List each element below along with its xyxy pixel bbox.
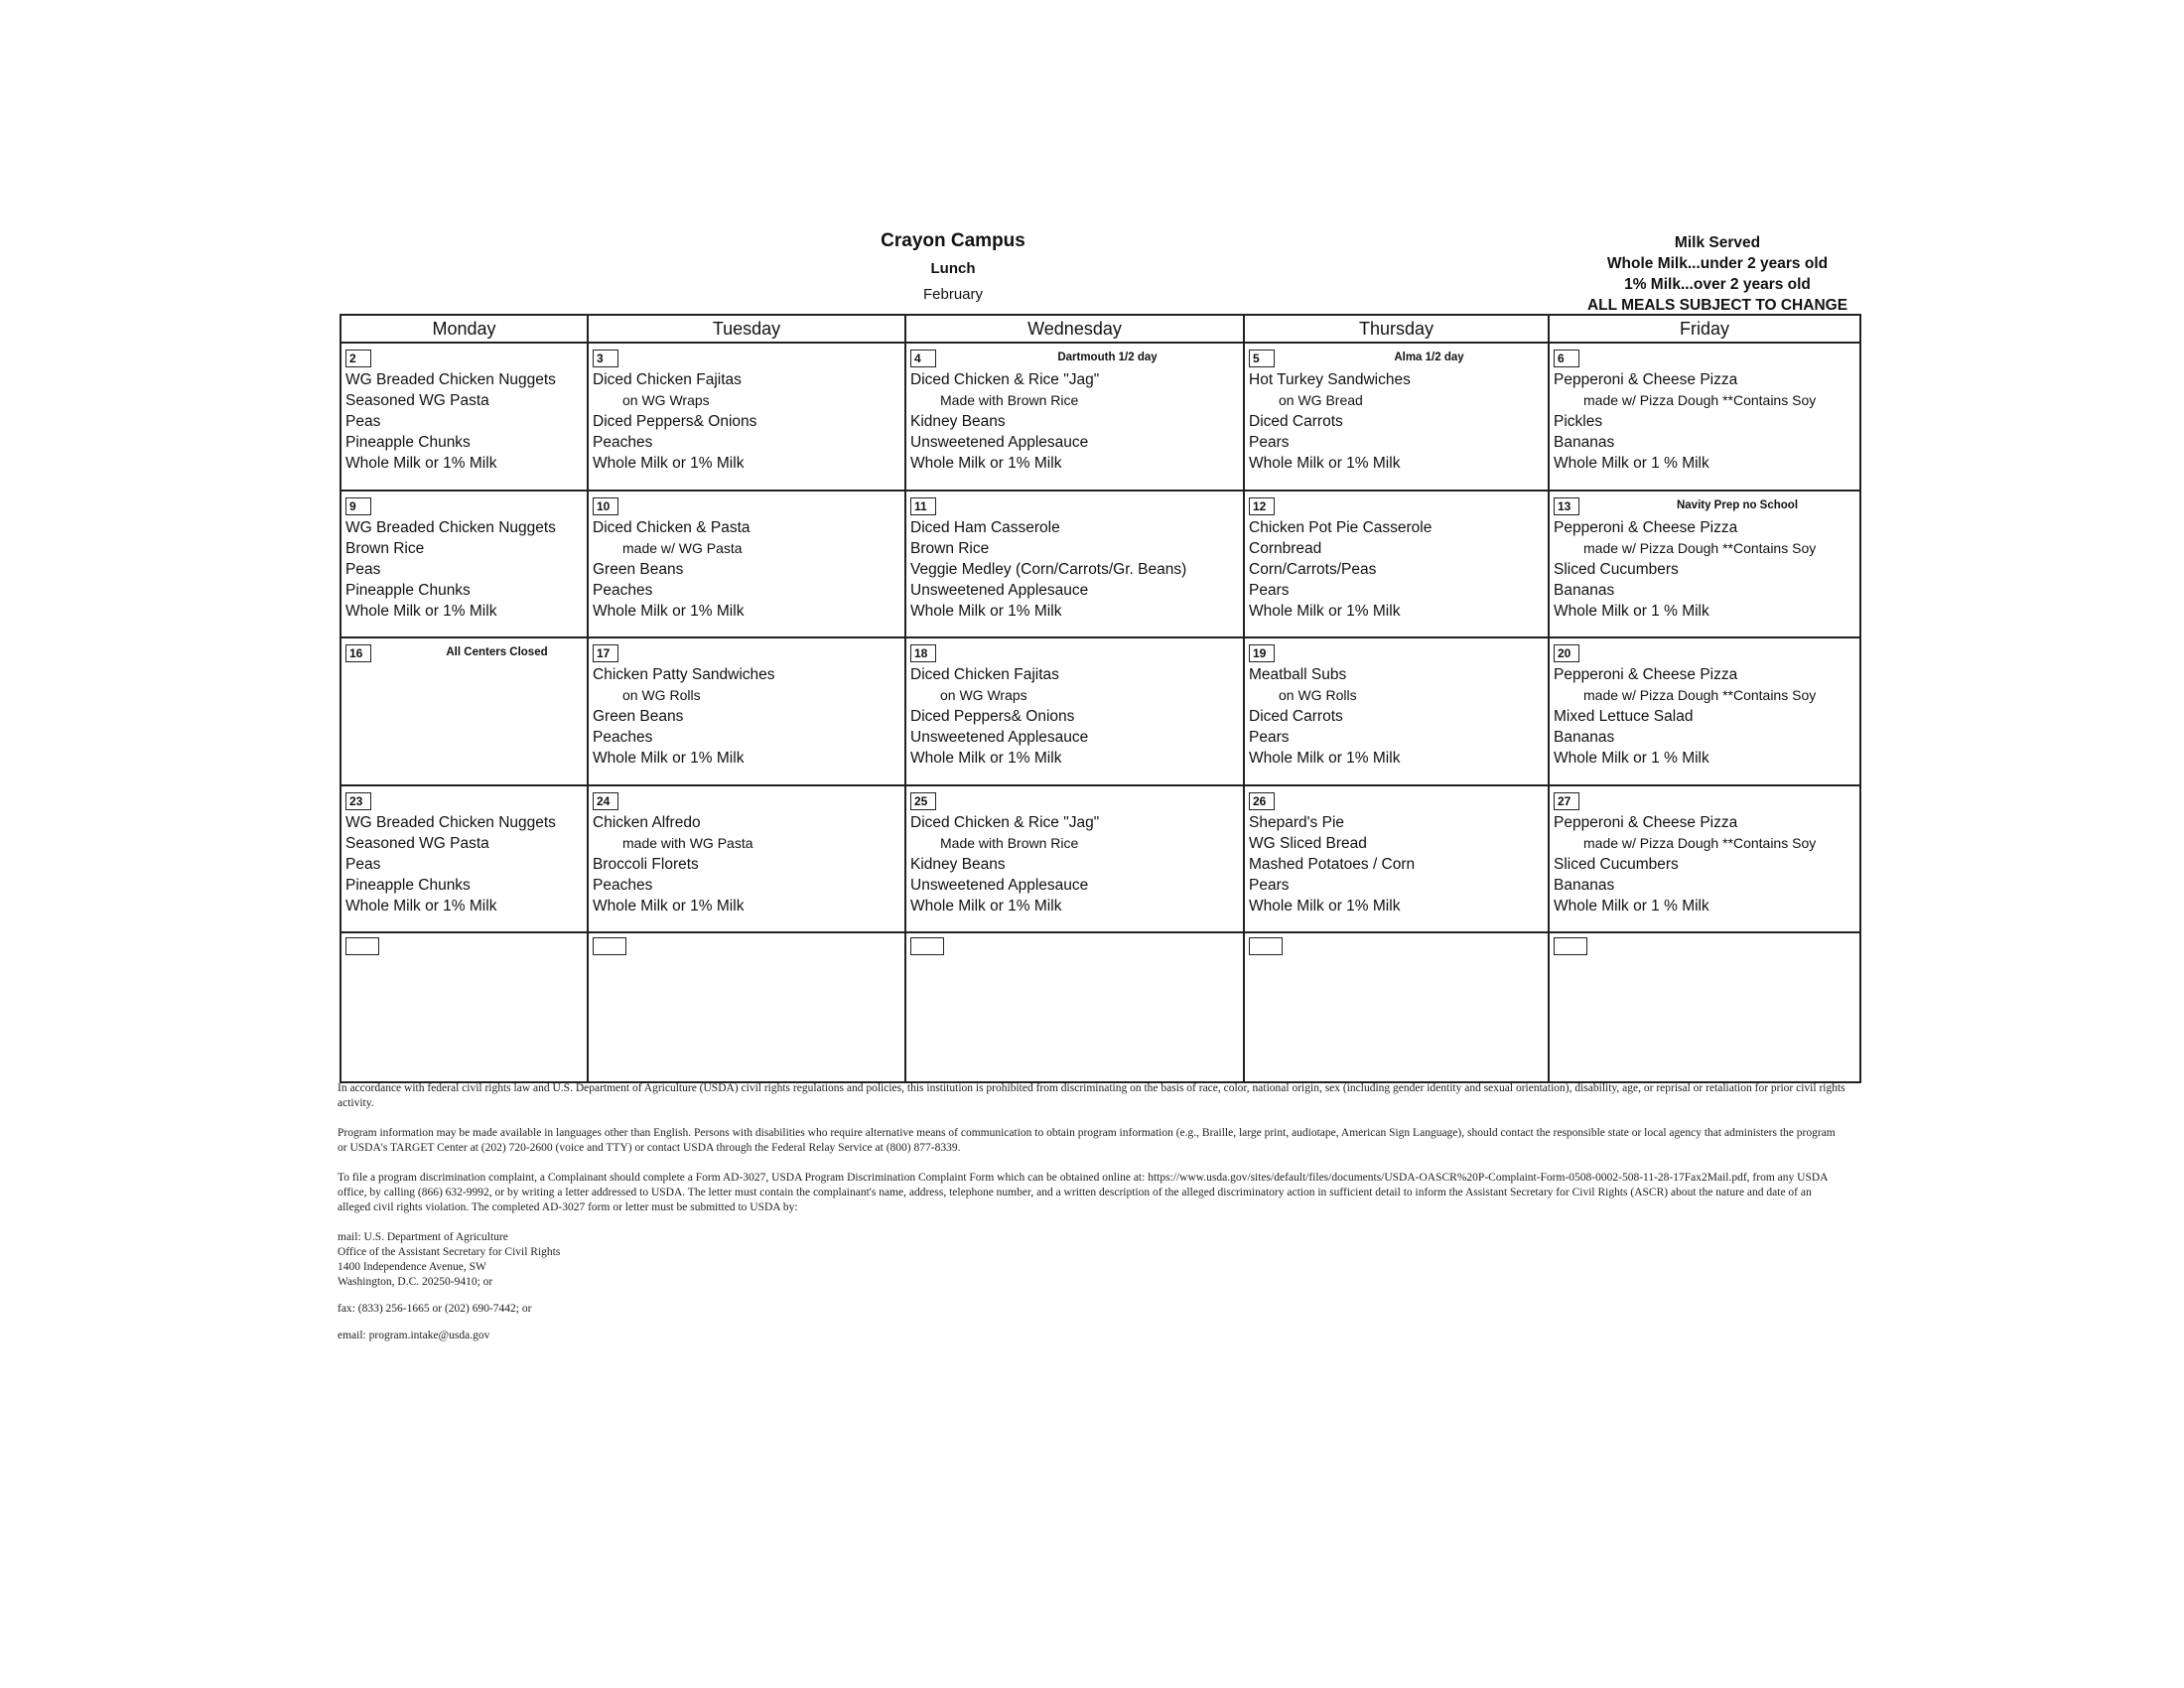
menu-item: Whole Milk or 1% Milk <box>910 455 1062 472</box>
menu-item: Mashed Potatoes / Corn <box>1249 855 1416 873</box>
legal-paragraph: Program information may be made available in languages other than English. Persons with disabilities who require alternative means of communication to obtain program information (e.g., Braille, large print, audiotape, American Sign Language), should contact the responsible state or local agency that administers the program or USDA's TARGET Center at (202) 720-2600 (voice and TTY) or contact USDA through the Federal Relay Service at (800) 877-8339. <box>338 1127 1836 1154</box>
day-cell <box>589 933 906 1081</box>
menu-item: Broccoli Florets <box>593 855 699 873</box>
menu-item: WG Breaded Chicken Nuggets <box>345 813 556 831</box>
day-cell <box>589 492 906 639</box>
menu-item: made w/ WG Pasta <box>622 539 743 556</box>
menu-item: Shepard's Pie <box>1249 813 1345 831</box>
menu-item: Diced Chicken & Rice "Jag" <box>910 813 1100 831</box>
menu-item: Diced Peppers& Onions <box>593 413 757 430</box>
menu-item: Bananas <box>1554 729 1615 747</box>
menu-item: Diced Carrots <box>1249 413 1343 430</box>
milk-note <box>1549 232 1886 316</box>
menu-item: Whole Milk or 1 % Milk <box>1554 455 1709 472</box>
menu-item: Chicken Pot Pie Casserole <box>1249 518 1433 536</box>
menu-item: Pears <box>1249 876 1290 894</box>
menu-item: Chicken Alfredo <box>593 813 701 831</box>
menu-item: made w/ Pizza Dough **Contains Soy <box>1583 539 1817 556</box>
day-cell <box>589 344 906 492</box>
menu-item: Diced Carrots <box>1249 708 1343 726</box>
day-header-friday: Friday <box>1550 316 1859 344</box>
date-number: 11 <box>910 497 936 515</box>
menu-item: Unsweetened Applesauce <box>910 729 1089 747</box>
menu-item: Sliced Cucumbers <box>1554 560 1679 578</box>
date-number: 2 <box>345 350 371 367</box>
day-header-thursday: Thursday <box>1245 316 1550 344</box>
menu-item: Pepperoni & Cheese Pizza <box>1554 371 1738 388</box>
milk-note-line: 1% Milk...over 2 years old <box>1624 276 1811 293</box>
menu-item: Whole Milk or 1% Milk <box>1249 455 1401 472</box>
day-note: Dartmouth 1/2 day <box>1057 352 1158 363</box>
date-number: 26 <box>1249 792 1275 810</box>
date-number: 3 <box>593 350 618 367</box>
menu-item: Whole Milk or 1 % Milk <box>1554 897 1709 914</box>
menu-item: Pears <box>1249 434 1290 451</box>
meal-subtitle: Lunch <box>930 260 976 277</box>
address-line: 1400 Independence Avenue, SW <box>338 1261 486 1273</box>
menu-item: Peas <box>345 413 381 430</box>
menu-item: Whole Milk or 1% Milk <box>910 750 1062 768</box>
date-number: 17 <box>593 644 618 662</box>
day-note: All Centers Closed <box>446 646 548 659</box>
day-cell <box>1245 344 1550 492</box>
day-cell <box>1245 933 1550 1081</box>
fax-line: fax: (833) 256-1665 or (202) 690-7442; or <box>338 1303 532 1315</box>
menu-item: Meatball Subs <box>1249 666 1347 684</box>
day-cell <box>1550 933 1859 1081</box>
date-number: 20 <box>1554 644 1579 662</box>
date-number: 13 <box>1554 497 1579 515</box>
menu-item: Bananas <box>1554 581 1615 599</box>
menu-item: Pears <box>1249 729 1290 747</box>
menu-item: Pears <box>1249 581 1290 599</box>
date-number: 10 <box>593 497 618 515</box>
date-number: 9 <box>345 497 371 515</box>
menu-item: Cornbread <box>1249 539 1322 557</box>
menu-item: Pineapple Chunks <box>345 876 471 894</box>
menu-item: Peaches <box>593 434 653 451</box>
menu-item: Diced Peppers& Onions <box>910 708 1075 726</box>
date-number: 25 <box>910 792 936 810</box>
date-number <box>593 937 626 955</box>
menu-item: WG Breaded Chicken Nuggets <box>345 371 556 388</box>
menu-item: Kidney Beans <box>910 855 1006 873</box>
menu-item: Pickles <box>1554 413 1603 430</box>
menu-item: Chicken Patty Sandwiches <box>593 666 775 684</box>
menu-item: Peaches <box>593 729 653 747</box>
menu-item: Diced Ham Casserole <box>910 518 1060 536</box>
date-number <box>345 937 379 955</box>
menu-item: Seasoned WG Pasta <box>345 392 489 409</box>
menu-item: Bananas <box>1554 876 1615 894</box>
menu-item: Whole Milk or 1% Milk <box>1249 750 1401 768</box>
menu-item: Seasoned WG Pasta <box>345 834 489 852</box>
menu-item: made w/ Pizza Dough **Contains Soy <box>1583 834 1817 851</box>
day-cell <box>341 933 589 1081</box>
menu-item: Hot Turkey Sandwiches <box>1249 371 1411 388</box>
day-header-monday: Monday <box>341 316 589 344</box>
email-line: email: program.intake@usda.gov <box>338 1330 490 1341</box>
menu-item: Pineapple Chunks <box>345 581 471 599</box>
day-cell <box>1550 344 1859 492</box>
menu-item: Peas <box>345 855 381 873</box>
address-line: mail: U.S. Department of Agriculture <box>338 1231 508 1243</box>
menu-item: Brown Rice <box>910 539 990 557</box>
menu-item: on WG Rolls <box>1279 687 1357 704</box>
date-number: 23 <box>345 792 371 810</box>
menu-item: on WG Rolls <box>622 687 701 704</box>
menu-item: Pepperoni & Cheese Pizza <box>1554 666 1738 684</box>
day-cell <box>341 344 589 492</box>
day-cell <box>1550 492 1859 639</box>
milk-note-line: Whole Milk...under 2 years old <box>1606 255 1829 272</box>
menu-item: Whole Milk or 1% Milk <box>345 455 497 472</box>
day-cell <box>1550 786 1859 934</box>
date-number: 5 <box>1249 350 1275 367</box>
month-label: February <box>922 286 984 303</box>
mail-address <box>338 1230 1846 1290</box>
menu-item: Green Beans <box>593 708 684 726</box>
date-number: 4 <box>910 350 936 367</box>
day-note: Alma 1/2 day <box>1394 352 1464 363</box>
menu-item: Pepperoni & Cheese Pizza <box>1554 813 1738 831</box>
address-line: Office of the Assistant Secretary for Civil Rights <box>338 1246 561 1258</box>
menu-item: on WG Wraps <box>622 392 710 408</box>
menu-item: Whole Milk or 1% Milk <box>910 602 1062 620</box>
day-cell <box>906 344 1245 492</box>
menu-item: Sliced Cucumbers <box>1554 855 1679 873</box>
menu-item: WG Sliced Bread <box>1249 834 1367 852</box>
menu-calendar <box>340 314 1861 1083</box>
day-cell <box>341 638 589 786</box>
menu-item: Unsweetened Applesauce <box>910 876 1089 894</box>
date-number: 6 <box>1554 350 1579 367</box>
menu-item: on WG Bread <box>1279 392 1363 408</box>
menu-item: Pineapple Chunks <box>345 434 471 451</box>
menu-item: Whole Milk or 1% Milk <box>1249 602 1401 620</box>
menu-item: Diced Chicken & Pasta <box>593 518 751 536</box>
day-cell <box>906 638 1245 786</box>
day-cell <box>589 786 906 934</box>
menu-item: on WG Wraps <box>940 687 1027 704</box>
menu-item: Whole Milk or 1% Milk <box>593 750 745 768</box>
menu-item: Whole Milk or 1% Milk <box>593 602 745 620</box>
menu-item: Corn/Carrots/Peas <box>1249 560 1377 578</box>
date-number: 24 <box>593 792 618 810</box>
day-cell <box>906 933 1245 1081</box>
date-number <box>1249 937 1283 955</box>
date-number: 18 <box>910 644 936 662</box>
milk-note-line: Milk Served <box>1674 234 1761 251</box>
date-number: 27 <box>1554 792 1579 810</box>
day-cell <box>589 638 906 786</box>
menu-title: Crayon Campus <box>881 230 1025 251</box>
menu-item: Peas <box>345 560 381 578</box>
day-cell <box>1245 786 1550 934</box>
menu-item: Bananas <box>1554 434 1615 451</box>
day-note: Navity Prep no School <box>1676 498 1799 511</box>
menu-item: Whole Milk or 1% Milk <box>593 455 745 472</box>
date-number <box>910 937 944 955</box>
date-number: 16 <box>345 644 371 662</box>
day-header-tuesday: Tuesday <box>589 316 906 344</box>
day-cell <box>1550 638 1859 786</box>
menu-item: Green Beans <box>593 560 684 578</box>
menu-item: Whole Milk or 1% Milk <box>345 602 497 620</box>
address-line: Washington, D.C. 20250-9410; or <box>338 1276 493 1288</box>
menu-item: Whole Milk or 1% Milk <box>1249 897 1401 914</box>
date-number: 12 <box>1249 497 1275 515</box>
day-cell <box>906 786 1245 934</box>
date-number: 19 <box>1249 644 1275 662</box>
menu-item: Unsweetened Applesauce <box>910 434 1089 451</box>
menu-item: made with WG Pasta <box>622 834 753 851</box>
menu-item: made w/ Pizza Dough **Contains Soy <box>1583 687 1817 704</box>
menu-item: Whole Milk or 1% Milk <box>910 897 1062 914</box>
day-cell <box>341 492 589 639</box>
menu-item: Pepperoni & Cheese Pizza <box>1554 518 1738 536</box>
menu-item: Peaches <box>593 581 653 599</box>
menu-item: Kidney Beans <box>910 413 1006 430</box>
menu-item: made w/ Pizza Dough **Contains Soy <box>1583 392 1817 408</box>
menu-item: Peaches <box>593 876 653 894</box>
day-cell <box>341 786 589 934</box>
menu-item: WG Breaded Chicken Nuggets <box>345 518 556 536</box>
menu-item: Made with Brown Rice <box>940 392 1079 408</box>
menu-item: Unsweetened Applesauce <box>910 581 1089 599</box>
legal-paragraph: To file a program discrimination complaint, a Complainant should complete a Form AD-3027, USDA Program Discrimination Complaint Form which can be obtained online at: https://www.usda.gov/sites/default/files/documents/USDA-OASCR%20P-Complaint-Form-0508-0002-508-11-28-17Fax2Mail.pdf, from any USDA office, by calling (866) 632-9992, or by writing a letter addressed to USDA. The letter must contain the complainant's name, address, telephone number, and a written description of the alleged discriminatory action in sufficient detail to inform the Assistant Secretary for Civil Rights (ASCR) about the nature and date of an alleged civil rights violation. The completed AD-3027 form or letter must be submitted to USDA by: <box>338 1172 1828 1213</box>
day-header-wednesday: Wednesday <box>906 316 1245 344</box>
date-number <box>1554 937 1587 955</box>
menu-item: Diced Chicken & Rice "Jag" <box>910 371 1100 388</box>
legal-paragraph: In accordance with federal civil rights law and U.S. Department of Agriculture (USDA) civil rights regulations and policies, this institution is prohibited from discriminating on the basis of race, color, national origin, sex (including gender identity and sexual orientation), disability, age, or reprisal or retaliation for prior civil rights activity. <box>338 1082 1845 1109</box>
menu-item: Veggie Medley (Corn/Carrots/Gr. Beans) <box>910 560 1187 578</box>
menu-item: Whole Milk or 1% Milk <box>345 897 497 914</box>
day-cell <box>1245 638 1550 786</box>
menu-item: Whole Milk or 1% Milk <box>593 897 745 914</box>
menu-item: Diced Chicken Fajitas <box>593 371 742 388</box>
nondiscrimination-statement <box>338 1081 1846 1355</box>
menu-item: Whole Milk or 1 % Milk <box>1554 602 1709 620</box>
day-cell <box>1245 492 1550 639</box>
menu-item: Brown Rice <box>345 539 425 557</box>
menu-item: Made with Brown Rice <box>940 834 1079 851</box>
menu-item: Diced Chicken Fajitas <box>910 666 1059 684</box>
day-cell <box>906 492 1245 639</box>
menu-item: Mixed Lettuce Salad <box>1554 708 1694 726</box>
milk-note-line: ALL MEALS SUBJECT TO CHANGE <box>1586 297 1848 314</box>
menu-item: Whole Milk or 1 % Milk <box>1554 750 1709 768</box>
